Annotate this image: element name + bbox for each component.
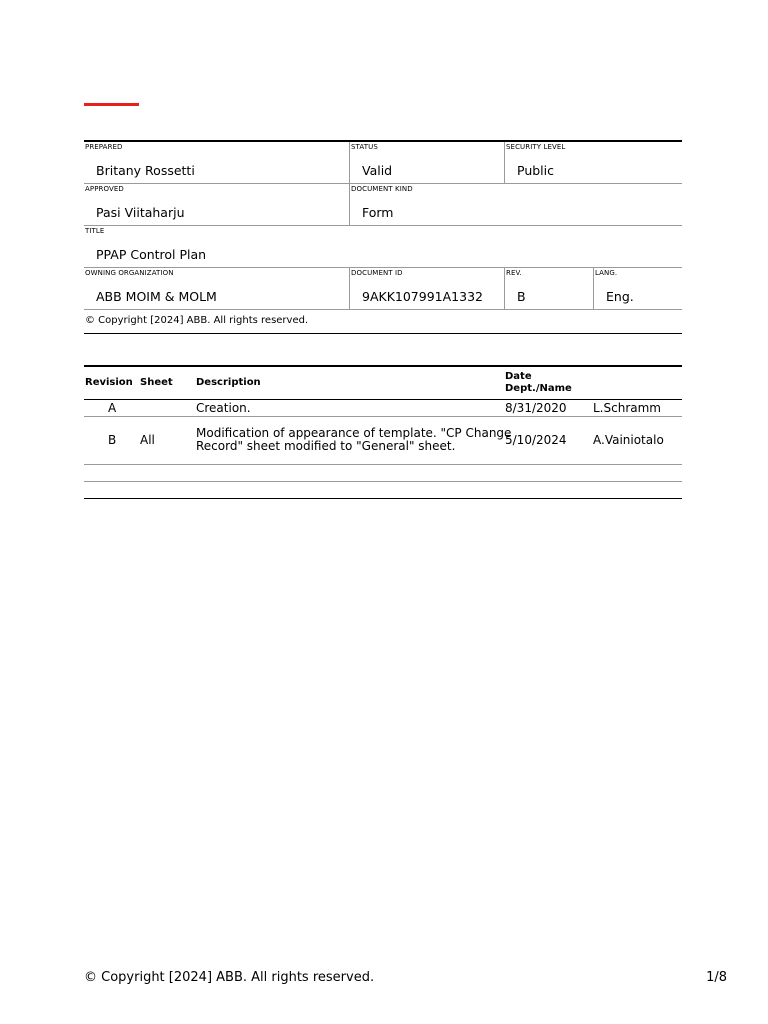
header-revision: Revision <box>85 377 133 388</box>
table-row-empty <box>84 482 682 499</box>
row-description-line-1: Modification of appearance of template. "CP Change <box>196 426 512 440</box>
meta-cell-prepared <box>84 142 349 183</box>
header-sheet: Sheet <box>140 377 173 388</box>
docid-value: 9AKK107991A1332 <box>362 289 483 304</box>
meta-cell-lang <box>593 268 682 309</box>
meta-cell-docid <box>349 268 504 309</box>
meta-row-approved <box>84 184 682 226</box>
meta-row-org <box>84 268 682 310</box>
row-sheet: All <box>140 433 155 447</box>
status-value: Valid <box>362 163 393 178</box>
row-date: 8/31/2020 <box>505 401 567 415</box>
meta-cell-title <box>84 226 682 267</box>
row-description-line-2: Record" sheet modified to "General" sheet. <box>196 439 456 453</box>
status-label: STATUS <box>351 143 378 151</box>
approved-label: APPROVED <box>85 185 124 193</box>
page-number: 1/8 <box>706 970 727 985</box>
table-row-empty <box>84 465 682 482</box>
meta-cell-kind <box>349 184 682 225</box>
document-metadata-block <box>84 140 682 334</box>
brand-accent-bar <box>84 103 139 106</box>
meta-copyright: © Copyright [2024] ABB. All rights reserved. <box>85 315 309 326</box>
security-value: Public <box>517 163 554 178</box>
kind-value: Form <box>362 205 394 220</box>
rev-value: B <box>517 289 526 304</box>
kind-label: DOCUMENT KIND <box>351 185 413 193</box>
meta-cell-security <box>504 142 682 183</box>
meta-cell-status <box>349 142 504 183</box>
header-date: Date <box>505 371 532 382</box>
rev-label: REV. <box>506 269 522 277</box>
revision-table-header <box>84 367 682 400</box>
table-row <box>84 417 682 465</box>
header-description: Description <box>196 377 261 388</box>
approved-value: Pasi Viitaharju <box>96 205 185 220</box>
footer-copyright: © Copyright [2024] ABB. All rights reserved. <box>84 970 375 985</box>
row-name: A.Vainiotalo <box>593 433 664 447</box>
lang-label: LANG. <box>595 269 618 277</box>
table-row <box>84 400 682 417</box>
security-label: SECURITY LEVEL <box>506 143 566 151</box>
row-revision: A <box>108 401 117 415</box>
row-revision: B <box>108 433 117 447</box>
org-label: OWNING ORGANIZATION <box>85 269 174 277</box>
docid-label: DOCUMENT ID <box>351 269 403 277</box>
prepared-value: Britany Rossetti <box>96 163 195 178</box>
header-dept-name: Dept./Name <box>505 383 572 394</box>
meta-cell-rev <box>504 268 593 309</box>
meta-row-prepared <box>84 142 682 184</box>
meta-copyright-row <box>84 310 682 334</box>
meta-cell-approved <box>84 184 349 225</box>
meta-cell-org <box>84 268 349 309</box>
lang-value: Eng. <box>606 289 634 304</box>
revision-table <box>84 365 682 499</box>
org-value: ABB MOIM & MOLM <box>96 289 217 304</box>
row-name: L.Schramm <box>593 401 661 415</box>
title-label: TITLE <box>85 227 105 235</box>
title-value: PPAP Control Plan <box>96 247 207 262</box>
prepared-label: PREPARED <box>85 143 123 151</box>
meta-row-title <box>84 226 682 268</box>
row-date: 5/10/2024 <box>505 433 567 447</box>
row-description: Creation. <box>196 401 251 415</box>
